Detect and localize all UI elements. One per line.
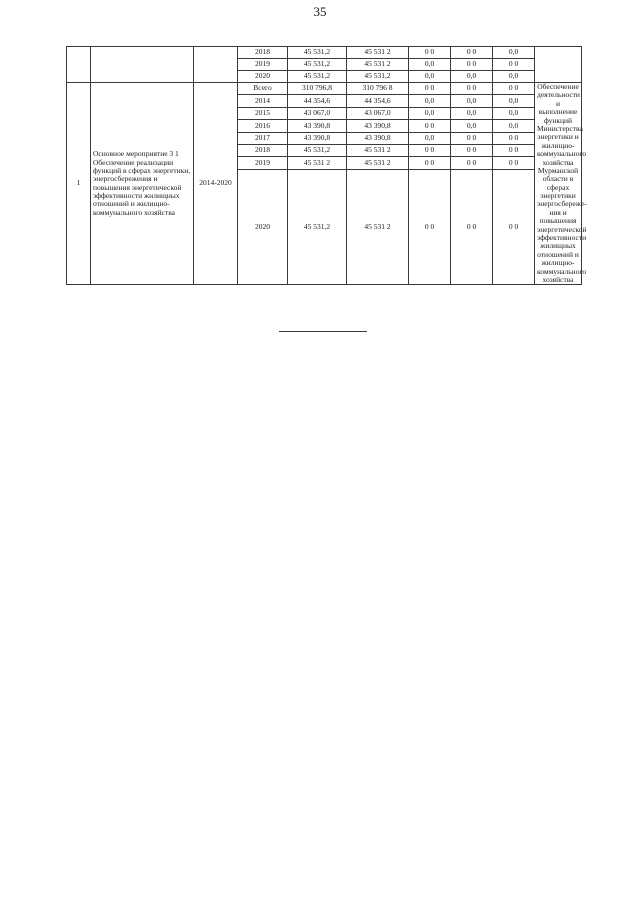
federal-cell: 0,0 bbox=[409, 107, 451, 119]
municipal-cell: 0 0 bbox=[451, 132, 493, 144]
other-cell: 0,0 bbox=[493, 47, 535, 59]
total-cell: 45 531,2 bbox=[288, 144, 347, 156]
federal-cell: 0,0 bbox=[409, 132, 451, 144]
year-cell: 2016 bbox=[238, 120, 288, 132]
other-cell: 0,0 bbox=[493, 120, 535, 132]
year-cell: 2017 bbox=[238, 132, 288, 144]
regional-cell: 44 354,6 bbox=[347, 95, 409, 107]
regional-cell: 45 531,2 bbox=[347, 71, 409, 83]
regional-cell: 43 067,0 bbox=[347, 107, 409, 119]
program-funding-table bbox=[66, 46, 587, 285]
regional-cell: 43 390,8 bbox=[347, 132, 409, 144]
year-cell: 2019 bbox=[238, 59, 288, 71]
end-divider-line bbox=[279, 331, 367, 332]
federal-cell: 0 0 bbox=[409, 144, 451, 156]
municipal-cell: 0 0 bbox=[451, 83, 493, 95]
row-number-cell: 1 bbox=[67, 83, 91, 285]
total-cell: 45 531 2 bbox=[288, 157, 347, 169]
regional-cell: 43 390,8 bbox=[347, 120, 409, 132]
federal-cell: 0 0 bbox=[409, 47, 451, 59]
year-cell: Всего bbox=[238, 83, 288, 95]
municipal-cell: 0,0 bbox=[451, 107, 493, 119]
municipal-cell: 0,0 bbox=[451, 71, 493, 83]
year-cell: 2014 bbox=[238, 95, 288, 107]
total-cell: 43 390,8 bbox=[288, 132, 347, 144]
table-row bbox=[67, 83, 582, 95]
total-cell: 45 531,2 bbox=[288, 71, 347, 83]
year-cell: 2020 bbox=[238, 169, 288, 285]
other-cell: 0,0 bbox=[493, 107, 535, 119]
year-cell: 2020 bbox=[238, 71, 288, 83]
total-cell: 43 390,8 bbox=[288, 120, 347, 132]
year-cell: 2015 bbox=[238, 107, 288, 119]
municipal-cell: 0,0 bbox=[451, 95, 493, 107]
total-cell: 310 796,8 bbox=[288, 83, 347, 95]
year-cell: 2019 bbox=[238, 157, 288, 169]
federal-cell: 0 0 bbox=[409, 83, 451, 95]
other-cell: 0,0 bbox=[493, 95, 535, 107]
other-cell: 0 0 bbox=[493, 157, 535, 169]
period-cell: 2014-2020 bbox=[194, 83, 238, 285]
total-cell: 45 531,2 bbox=[288, 169, 347, 285]
regional-cell: 45 531 2 bbox=[347, 144, 409, 156]
total-cell: 43 067,0 bbox=[288, 107, 347, 119]
regional-cell: 45 531 2 bbox=[347, 47, 409, 59]
empty-number-cell bbox=[67, 47, 91, 83]
federal-cell: 0,0 bbox=[409, 59, 451, 71]
regional-cell: 45 531 2 bbox=[347, 157, 409, 169]
municipal-cell: 0 0 bbox=[451, 157, 493, 169]
empty-result-cell bbox=[535, 47, 582, 83]
municipal-cell: 0 0 bbox=[451, 169, 493, 285]
municipal-cell: 0 0 bbox=[451, 144, 493, 156]
federal-cell: 0 0 bbox=[409, 169, 451, 285]
total-cell: 45 531,2 bbox=[288, 47, 347, 59]
municipal-cell: 0 0 bbox=[451, 59, 493, 71]
year-cell: 2018 bbox=[238, 144, 288, 156]
total-cell: 44 354,6 bbox=[288, 95, 347, 107]
other-cell: 0 0 bbox=[493, 83, 535, 95]
federal-cell: 0 0 bbox=[409, 157, 451, 169]
other-cell: 0 0 bbox=[493, 59, 535, 71]
federal-cell: 0,0 bbox=[409, 95, 451, 107]
municipal-cell: 0 0 bbox=[451, 47, 493, 59]
regional-cell: 45 531 2 bbox=[347, 169, 409, 285]
measure-name-cell: Основное мероприятие 3 1 Обеспечение реализации функций в сферах энергетики, энергосбережения и повышения энергетической эффективности жилищных отношений и жилищно-коммунального хозяйства bbox=[91, 83, 194, 285]
other-cell: 0 0 bbox=[493, 169, 535, 285]
expected-result-cell: Обеспечение деятельности и выполнение функций Министерства энергетики и жилищно-коммунального хозяйства Мурманской области в сферах энергетики энергосбереже-ния и повышения энергетической эффективности жилищных отношений и жилищно-коммунального хозяйства bbox=[535, 83, 582, 285]
other-cell: 0,0 bbox=[493, 71, 535, 83]
table-row bbox=[67, 47, 582, 59]
empty-period-cell bbox=[194, 47, 238, 83]
regional-cell: 310 796 8 bbox=[347, 83, 409, 95]
municipal-cell: 0,0 bbox=[451, 120, 493, 132]
year-cell: 2018 bbox=[238, 47, 288, 59]
regional-cell: 45 531 2 bbox=[347, 59, 409, 71]
federal-cell: 0 0 bbox=[409, 120, 451, 132]
page-number: 35 bbox=[313, 4, 327, 19]
total-cell: 45 531,2 bbox=[288, 59, 347, 71]
other-cell: 0 0 bbox=[493, 132, 535, 144]
federal-cell: 0,0 bbox=[409, 71, 451, 83]
other-cell: 0 0 bbox=[493, 144, 535, 156]
empty-name-cell bbox=[91, 47, 194, 83]
